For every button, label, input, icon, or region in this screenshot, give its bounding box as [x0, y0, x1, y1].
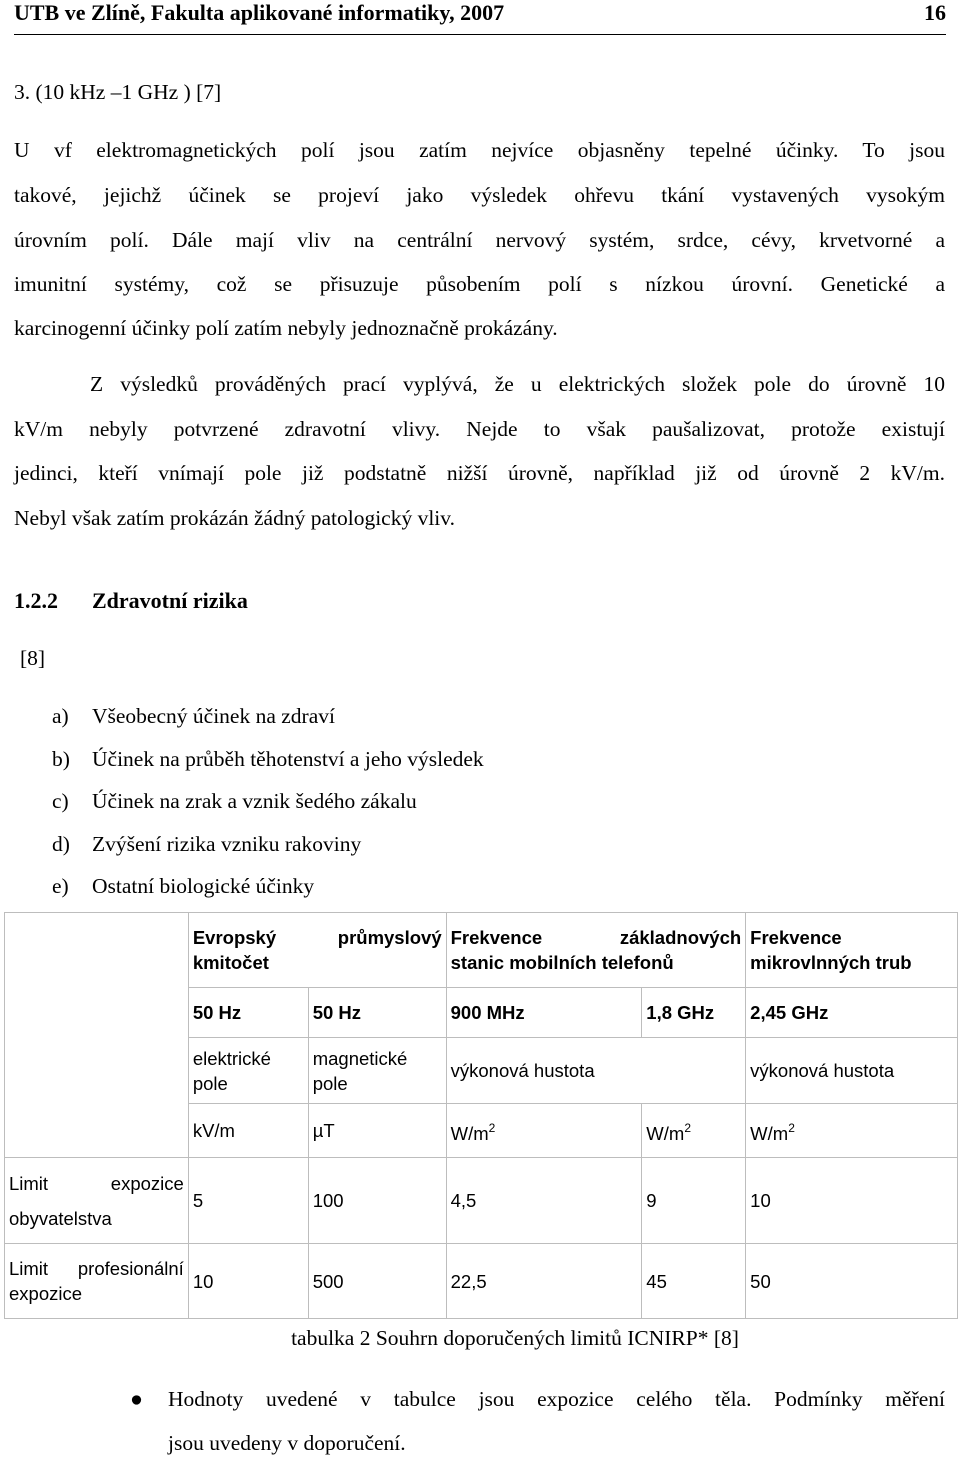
row-label: Limit profesionální expozice: [5, 1244, 189, 1319]
header-cell-microwave: Frekvence mikrovlnných trub: [746, 913, 958, 988]
reference-line: 3. (10 kHz –1 GHz ) [7]: [14, 80, 222, 104]
table-cell: kV/m: [188, 1104, 308, 1158]
paragraph-2-line: Nebyl však zatím prokázán žádný patologický vliv.: [14, 506, 456, 530]
paragraph-1-line: imunitní systémy, což se přisuzuje působením polí s nízkou úrovní. Genetické a: [14, 272, 945, 296]
list-item: b) Účinek na průběh těhotenství a jeho výsledek: [52, 746, 484, 771]
list-item: a) Všeobecný účinek na zdraví: [52, 704, 335, 728]
table-cell: 500: [308, 1244, 446, 1319]
table-cell: 9: [642, 1158, 746, 1244]
table-cell: magnetické pole: [308, 1038, 446, 1104]
table-cell: $W/m^2$: [746, 1104, 958, 1158]
list-item: e) Ostatní biologické účinky: [52, 874, 315, 898]
paragraph-2-line: kV/m nebyly potvrzené zdravotní vlivy. Nejde to však paušalizovat, protože existují: [14, 417, 945, 441]
list-item: c) Účinek na zrak a vznik šedého zákalu: [52, 789, 417, 813]
table-row: [5, 1158, 958, 1244]
note-line: jsou uvedeny v doporučení.: [168, 1431, 406, 1455]
table-empty-cell: [5, 913, 189, 1158]
paragraph-1-line: karcinogenní účinky polí zatím nebyly jednoznačně prokázány.: [14, 316, 558, 340]
table-row: [5, 1244, 958, 1319]
limits-table: [4, 912, 958, 1319]
row-label: Limit expozice obyvatelstva: [5, 1158, 189, 1244]
table-cell: 50 Hz: [188, 988, 308, 1038]
paragraph-2-line: jedinci, kteří vnímají pole již podstatně nižší úrovně, například již od úrovně 2 kV/m.: [14, 461, 945, 485]
citation: [8]: [20, 646, 46, 670]
table-cell: 50: [746, 1244, 958, 1319]
paragraph-2-line: Z výsledků prováděných prací vyplývá, že u elektrických složek pole do úrovně 10: [90, 372, 945, 396]
list-item: d) Zvýšení rizika vzniku rakoviny: [52, 831, 362, 856]
header-cell-base-stations: Frekvence základnových stanic mobilních telefonů: [446, 913, 746, 988]
table-header-row: [5, 913, 958, 988]
section-number: 1.2.2: [14, 588, 58, 613]
paragraph-1-line: U vf elektromagnetických polí jsou zatím nejvíce objasněny tepelné účinky. To jsou: [14, 138, 945, 162]
section-title: Zdravotní rizika: [92, 588, 248, 613]
table-cell: 1,8 GHz: [642, 988, 746, 1038]
header-cell-industrial: Evropský průmyslový kmitočet: [188, 913, 446, 988]
table-cell: $W/m^2$: [446, 1104, 642, 1158]
table-cell: $W/m^2$: [642, 1104, 746, 1158]
table-cell: 4,5: [446, 1158, 642, 1244]
table-cell: 10: [746, 1158, 958, 1244]
bullet-icon: ●: [130, 1387, 143, 1411]
table-cell: výkonová hustota: [746, 1038, 958, 1104]
section-heading: [14, 588, 248, 614]
paragraph-1-line: takové, jejichž účinek se projeví jako výsledek ohřevu tkání vystavených vysokým: [14, 183, 945, 207]
table-cell: 22,5: [446, 1244, 642, 1319]
table-cell: 900 MHz: [446, 988, 642, 1038]
page-number: 16: [924, 0, 946, 25]
table-cell: výkonová hustota: [446, 1038, 746, 1104]
page-header: [14, 0, 946, 35]
table-caption: tabulka 2 Souhrn doporučených limitů ICNIRP* [8]: [291, 1326, 739, 1350]
table-cell: 100: [308, 1158, 446, 1244]
table-cell: 10: [188, 1244, 308, 1319]
paragraph-1-line: úrovním polí. Dále mají vliv na centrální nervový systém, srdce, cévy, krvetvorné a: [14, 228, 945, 252]
header-title: UTB ve Zlíně, Fakulta aplikované informatiky, 2007: [14, 0, 505, 25]
table-cell: 50 Hz: [308, 988, 446, 1038]
table-cell: 2,45 GHz: [746, 988, 958, 1038]
note-line: Hodnoty uvedené v tabulce jsou expozice celého těla. Podmínky měření: [168, 1387, 945, 1411]
risk-list: [52, 700, 484, 913]
table-cell: 5: [188, 1158, 308, 1244]
table-cell: 45: [642, 1244, 746, 1319]
table-cell: µT: [308, 1104, 446, 1158]
table-cell: elektrické pole: [188, 1038, 308, 1104]
